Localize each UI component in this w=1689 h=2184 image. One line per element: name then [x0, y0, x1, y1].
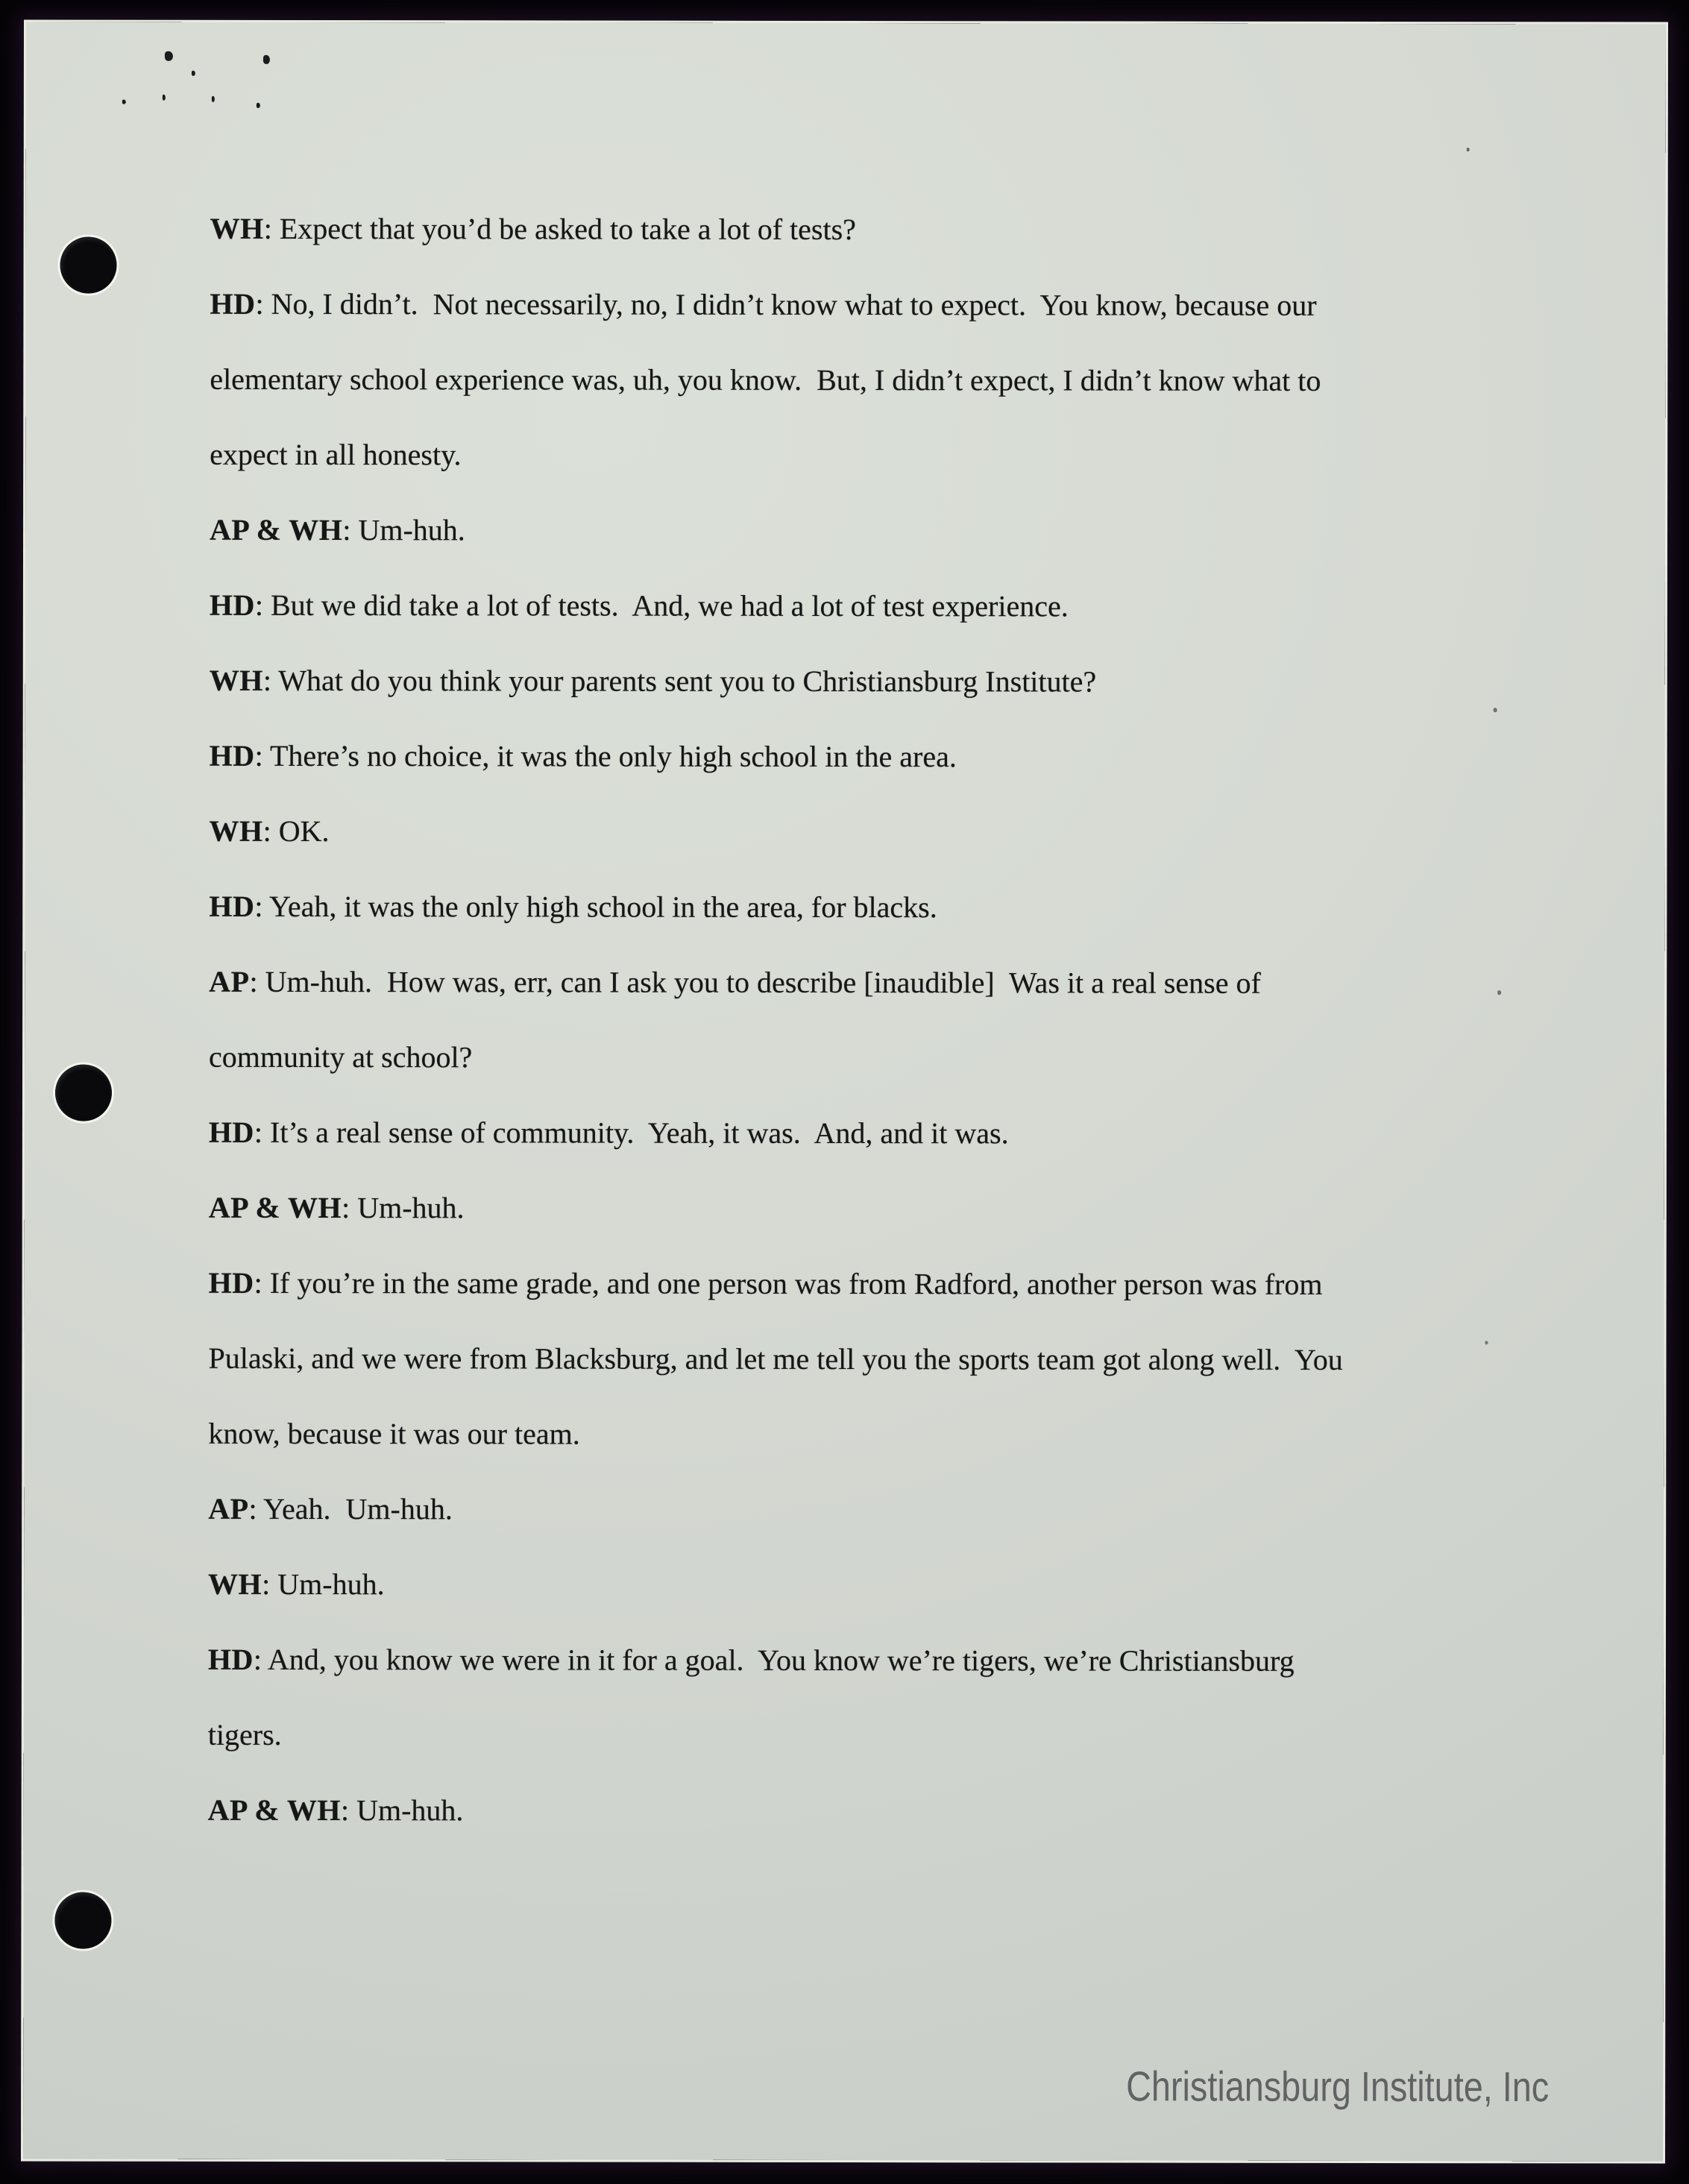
- ink-speck: [212, 96, 215, 102]
- ink-speck: [165, 51, 173, 61]
- transcript-paragraph: WH: OK.: [209, 814, 330, 849]
- speaker-label: AP & WH: [208, 1190, 342, 1225]
- ink-speck: [122, 100, 126, 104]
- ink-speck: [257, 103, 260, 108]
- transcript-paragraph: HD: Yeah, it was the only high school in the area, for blacks.: [209, 889, 937, 925]
- speaker-label: HD: [208, 1265, 254, 1300]
- speaker-label: AP & WH: [210, 512, 343, 547]
- speaker-label: HD: [209, 889, 255, 923]
- ink-speck: [192, 71, 195, 76]
- ink-speck: [163, 95, 166, 101]
- speaker-label: HD: [208, 1115, 254, 1149]
- hole-punch-middle: [55, 1065, 112, 1121]
- dust-speck: [1467, 148, 1470, 151]
- transcript-paragraph: HD: No, I didn’t. Not necessarily, no, I didn’t know what to expect. You know, because our elementary school experience was, uh, you know. But, I didn’t expect, I didn’t know what to expect in all honesty.: [210, 286, 1321, 472]
- transcript-paragraph: AP & WH: Um-huh.: [207, 1793, 464, 1828]
- speaker-label: AP: [209, 964, 250, 998]
- speaker-label: HD: [209, 588, 255, 622]
- ink-speck: [263, 55, 270, 64]
- transcript-text: [208, 191, 1553, 1850]
- speaker-label: WH: [209, 663, 263, 697]
- transcript-paragraph: AP & WH: Um-huh.: [210, 512, 465, 547]
- transcript-paragraph: WH: Expect that you’d be asked to take a lot of tests?: [210, 211, 856, 247]
- transcript-paragraph: HD: If you’re in the same grade, and one person was from Radford, another person was from Pulaski, and we were from Blacksburg, and let me tell you the sports team got along well. You know, because it was our team.: [208, 1265, 1343, 1451]
- speaker-label: WH: [210, 211, 264, 245]
- speaker-label: HD: [207, 1642, 254, 1676]
- speaker-label: AP: [208, 1491, 249, 1526]
- transcript-paragraph: AP & WH: Um-huh.: [208, 1190, 465, 1225]
- paper-sheet: [23, 22, 1666, 2161]
- hole-punch-bottom: [54, 1892, 111, 1949]
- transcript-paragraph: HD: It’s a real sense of community. Yeah, it was. And, and it was.: [208, 1115, 1009, 1151]
- speaker-label: WH: [208, 1567, 262, 1601]
- transcript-paragraph: AP: Um-huh. How was, err, can I ask you to describe [inaudible] Was it a real sense of community at school?: [209, 964, 1261, 1074]
- watermark-text: Christiansburg Institute, Inc: [1126, 2063, 1550, 2111]
- speaker-label: HD: [209, 738, 255, 772]
- transcript-paragraph: AP: Yeah. Um-huh.: [208, 1491, 453, 1526]
- transcript-paragraph: HD: There’s no choice, it was the only high school in the area.: [209, 738, 957, 774]
- speaker-label: AP & WH: [207, 1793, 342, 1828]
- hole-punch-top: [60, 237, 116, 294]
- speaker-label: HD: [210, 286, 256, 321]
- transcript-paragraph: WH: What do you think your parents sent you to Christiansburg Institute?: [209, 663, 1097, 699]
- transcript-paragraph: HD: But we did take a lot of tests. And, we had a lot of test experience.: [209, 588, 1069, 623]
- transcript-paragraph: HD: And, you know we were in it for a goal. You know we’re tigers, we’re Christiansburg tigers.: [207, 1642, 1295, 1752]
- speaker-label: WH: [209, 814, 263, 848]
- transcript-paragraph: WH: Um-huh.: [208, 1567, 385, 1602]
